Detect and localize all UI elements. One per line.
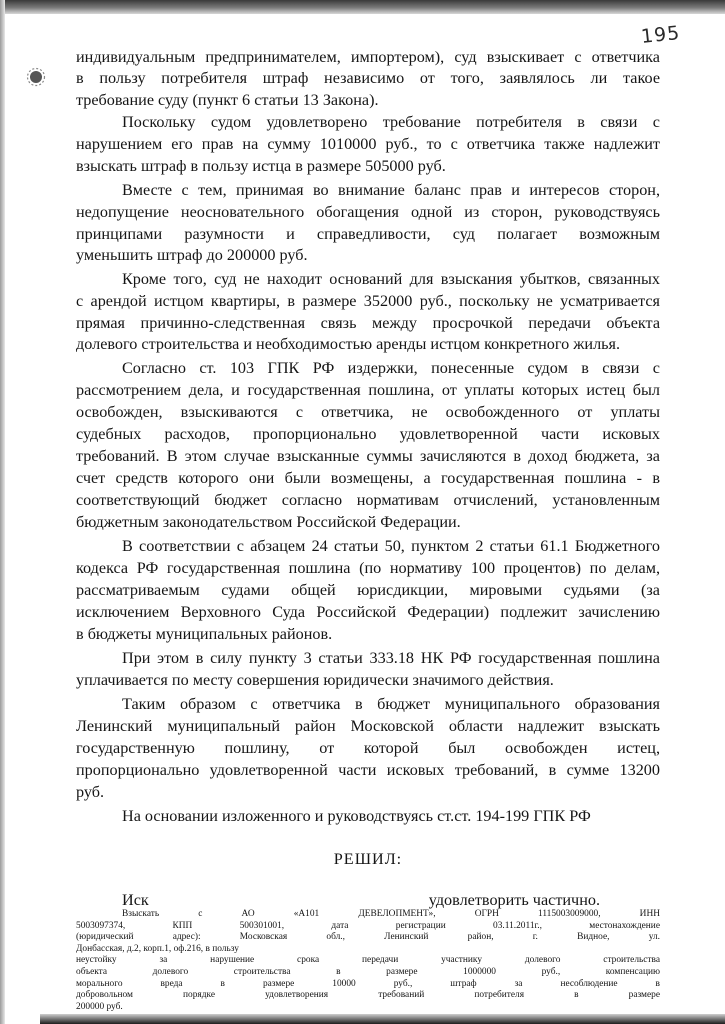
text-line: освобожден, взыскиваются с ответчика, не освобожденного от уплаты bbox=[76, 403, 660, 421]
text-line: исключением Верховного Суда Российской Федерации) подлежит зачислению bbox=[76, 603, 660, 621]
text-line: На основании изложенного и руководствуясь ст.ст. 194-199 ГПК РФ bbox=[122, 807, 591, 825]
decision-line: Взыскать с АО «А101 ДЕВЕЛОПМЕНТ», ОГРН 1115003009000, ИНН bbox=[122, 909, 660, 919]
scan-bottom-edge bbox=[40, 1014, 725, 1024]
binding-punch-mark bbox=[26, 66, 46, 88]
text-line: долевого строительства и необходимостью аренды истцом конкретного жилья. bbox=[76, 335, 621, 353]
text-line: рассматриваемым судами общей юрисдикции, мировыми судьями (за bbox=[76, 581, 660, 599]
text-line: в бюджеты муниципальных районов. bbox=[76, 625, 333, 643]
text-line: кодекса РФ государственная пошлина (по нормативу 100 процентов) по делам, bbox=[76, 559, 660, 577]
text-line: взыскать штраф в пользу истца в размере 505000 руб. bbox=[76, 157, 446, 175]
text-line: Поскольку судом удовлетворено требование потребителя в связи с bbox=[122, 113, 660, 131]
text-line: с арендой истцом квартиры, в размере 352000 руб., поскольку не усматривается bbox=[76, 292, 660, 310]
text-line: Ленинский муниципальный район Московской области надлежит взыскать bbox=[76, 717, 660, 735]
text-line: Вместе с тем, принимая во внимание баланс прав и интересов сторон, bbox=[122, 181, 660, 199]
decision-line: морального вреда в размере 10000 руб., штраф за несоблюдение в bbox=[76, 978, 660, 989]
decision-heading: РЕШИЛ: bbox=[333, 850, 403, 868]
text-line: пропорционально удовлетворенной части исковых требований, в сумме 13200 bbox=[76, 761, 660, 779]
text-line: в пользу потребителя штраф независимо от того, заявлялось ли такое bbox=[76, 69, 660, 87]
text-line: счет средств которого они были возмещены, а государственная пошлина - в bbox=[76, 469, 660, 487]
text-line: Кроме того, суд не находит оснований для взыскания убытков, связанных bbox=[122, 270, 660, 288]
text-line: требований. В этом случае взысканные суммы зачисляются в доход бюджета, за bbox=[76, 447, 660, 465]
text-line: недопущение неосновательного обогащения одной из сторон, руководствуясь bbox=[76, 203, 660, 221]
text-line: рассмотрением дела, и государственная пошлина, от уплаты которых истец был bbox=[76, 381, 660, 399]
text-line: уплачивается по месту совершения юридически значимого действия. bbox=[76, 671, 554, 689]
decision-line: 5003097374, КПП 500301001, дата регистрации 03.11.2011г., местонахождение bbox=[76, 920, 660, 931]
decision-line: добровольном порядке удовлетворения требований потребителя в размере bbox=[76, 990, 660, 1001]
text-line: государственную пошлину, от которой был освобожден истец, bbox=[76, 739, 660, 757]
text-line: уменьшить штраф до 200000 руб. bbox=[76, 246, 308, 264]
decision-line: (юридический адрес): Московская обл., Ленинский район, г. Видное, ул. bbox=[76, 932, 660, 943]
text-line: прямая причинно-следственная связь между просрочкой передачи объекта bbox=[76, 314, 660, 332]
text-line: индивидуальным предпринимателем, импортером), суд взыскивает с ответчика bbox=[76, 48, 660, 66]
text-line: принципами разумности и справедливости, суд полагает возможным bbox=[76, 225, 660, 243]
text-line: требование суду (пункт 6 статьи 13 Закона). bbox=[76, 91, 379, 109]
claim-line bbox=[122, 889, 660, 911]
decision-line: 200000 руб. bbox=[76, 1001, 123, 1012]
decision-line: Донбасская, д.2, корп.1, оф.216, в пользу bbox=[76, 943, 239, 954]
claim-end: удовлетворить частично. bbox=[428, 891, 600, 909]
claim-start: Иск bbox=[122, 891, 149, 909]
text-line: Таким образом с ответчика в бюджет муниципального образования bbox=[122, 695, 660, 713]
decision-line: объекта долевого строительства в размере 1000000 руб., компенсацию bbox=[76, 967, 660, 977]
text-line: Согласно ст. 103 ГПК РФ издержки, понесенные судом в связи с bbox=[122, 359, 660, 377]
scan-top-edge bbox=[0, 0, 725, 14]
scan-left-edge bbox=[0, 0, 5, 1024]
text-line: нарушением его прав на сумму 1010000 руб., то с ответчика также надлежит bbox=[76, 135, 660, 153]
page-number: 195 bbox=[639, 22, 682, 48]
text-line: В соответствии с абзацем 24 статьи 50, пунктом 2 статьи 61.1 Бюджетного bbox=[122, 537, 660, 555]
text-line: руб. bbox=[76, 783, 105, 801]
text-line: соответствующий бюджет согласно нормативам отчислений, установленным bbox=[76, 491, 660, 509]
text-line: При этом в силу пункту 3 статьи 333.18 НК РФ государственная пошлина bbox=[122, 649, 660, 667]
text-line: судебных расходов, пропорционально удовлетворенной части исковых bbox=[76, 425, 660, 443]
text-line: бюджетным законодательством Российской Федерации. bbox=[76, 513, 461, 531]
decision-line: неустойку за нарушение срока передачи участнику долевого строительства bbox=[76, 955, 660, 966]
